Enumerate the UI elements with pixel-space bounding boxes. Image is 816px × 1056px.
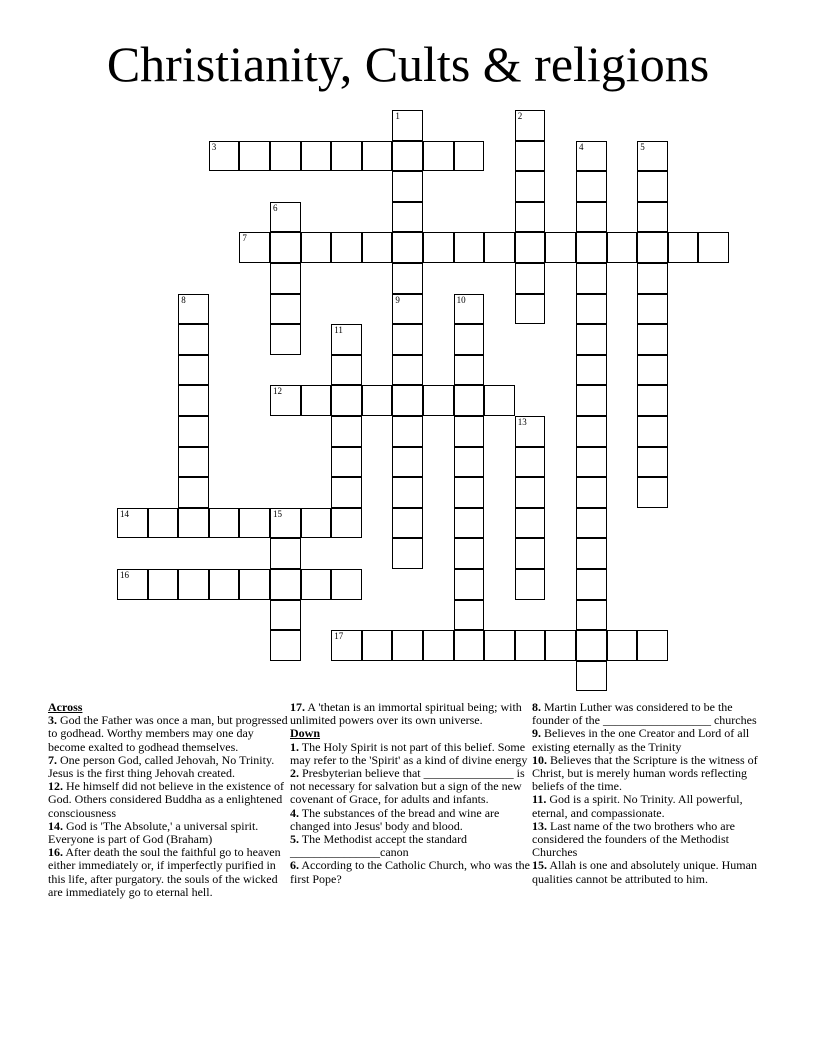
clue-number: 4 bbox=[579, 141, 584, 152]
grid-cell[interactable] bbox=[576, 447, 607, 478]
grid-cell[interactable] bbox=[392, 141, 423, 172]
grid-cell[interactable] bbox=[515, 569, 546, 600]
grid-cell[interactable] bbox=[239, 508, 270, 539]
grid-cell[interactable] bbox=[209, 569, 240, 600]
grid-cell[interactable] bbox=[637, 630, 668, 661]
grid-cell[interactable] bbox=[423, 630, 454, 661]
grid-cell[interactable] bbox=[637, 324, 668, 355]
grid-cell[interactable] bbox=[301, 141, 332, 172]
grid-cell[interactable] bbox=[331, 324, 362, 355]
grid-cell[interactable] bbox=[178, 324, 209, 355]
grid-cell[interactable] bbox=[454, 324, 485, 355]
grid-cell[interactable] bbox=[423, 232, 454, 263]
clue-number: 14 bbox=[120, 508, 129, 519]
grid-cell[interactable] bbox=[270, 294, 301, 325]
grid-cell[interactable] bbox=[515, 294, 546, 325]
grid-cell[interactable] bbox=[392, 355, 423, 386]
grid-cell[interactable] bbox=[637, 416, 668, 447]
grid-cell[interactable] bbox=[423, 385, 454, 416]
grid-cell[interactable] bbox=[515, 538, 546, 569]
grid-cell[interactable] bbox=[637, 294, 668, 325]
grid-cell[interactable] bbox=[270, 630, 301, 661]
grid-cell[interactable] bbox=[392, 294, 423, 325]
clue-down-13: 13. Last name of the two brothers who are considered the founders of the Methodist Churches bbox=[532, 818, 735, 860]
grid-cell[interactable] bbox=[454, 141, 485, 172]
grid-cell[interactable] bbox=[239, 232, 270, 263]
clue-number: 10 bbox=[456, 294, 466, 305]
clue-number: 12 bbox=[273, 386, 282, 397]
clue-down-8: 8. Martin Luther was considered to be the founder of the __________________ churches bbox=[532, 700, 757, 728]
grid-cell[interactable] bbox=[270, 232, 301, 263]
grid-cell[interactable] bbox=[148, 569, 179, 600]
grid-cell[interactable] bbox=[576, 202, 607, 233]
grid-cell[interactable] bbox=[576, 538, 607, 569]
grid-cell[interactable] bbox=[515, 447, 546, 478]
grid-cell[interactable] bbox=[484, 385, 515, 416]
clue-across-7: 7. One person God, called Jehovah, No Trinity. Jesus is the first thing Jehovah created. bbox=[48, 752, 275, 781]
grid-cell[interactable] bbox=[301, 232, 332, 263]
clue-down-11: 11. God is a spirit. No Trinity. All powerful, eternal, and compassionate. bbox=[532, 792, 743, 820]
clue-down-1: 1. The Holy Spirit is not part of this belief. Some may refer to the 'Spirit' as a kind of divine energy bbox=[290, 739, 528, 767]
grid-cell[interactable] bbox=[515, 263, 546, 294]
grid-cell[interactable] bbox=[117, 569, 148, 600]
grid-cell[interactable] bbox=[545, 630, 576, 661]
clue-number: 3 bbox=[211, 141, 217, 152]
grid-cell[interactable] bbox=[209, 141, 240, 172]
grid-cell[interactable] bbox=[698, 232, 729, 263]
grid-cell[interactable] bbox=[270, 600, 301, 631]
grid-cell[interactable] bbox=[270, 538, 301, 569]
grid-cell[interactable] bbox=[515, 171, 546, 202]
clue-down-6: 6. According to the Catholic Church, who was the first Pope? bbox=[290, 858, 530, 886]
grid-cell[interactable] bbox=[392, 202, 423, 233]
grid-cell[interactable] bbox=[362, 630, 393, 661]
grid-cell[interactable] bbox=[576, 630, 607, 661]
grid-cell[interactable] bbox=[454, 447, 485, 478]
grid-cell[interactable] bbox=[362, 385, 393, 416]
grid-cell[interactable] bbox=[637, 202, 668, 233]
clue-number: 13 bbox=[517, 417, 527, 427]
grid-cell[interactable] bbox=[576, 294, 607, 325]
grid-cell[interactable] bbox=[178, 508, 209, 539]
grid-cell[interactable] bbox=[545, 232, 576, 263]
clue-number: 11 bbox=[334, 325, 343, 336]
down-heading: Down bbox=[290, 726, 321, 741]
clue-column-2 bbox=[290, 701, 530, 886]
clue-number: 9 bbox=[395, 294, 400, 305]
grid-cell[interactable] bbox=[637, 263, 668, 294]
grid-cell[interactable] bbox=[454, 355, 485, 386]
grid-cell[interactable] bbox=[301, 508, 332, 539]
grid-cell[interactable] bbox=[178, 355, 209, 386]
grid-cell[interactable] bbox=[637, 141, 668, 172]
grid-cell[interactable] bbox=[178, 447, 209, 478]
grid-cell[interactable] bbox=[576, 569, 607, 600]
grid-cell[interactable] bbox=[270, 324, 301, 355]
grid-cell[interactable] bbox=[178, 477, 209, 508]
grid-cell[interactable] bbox=[454, 294, 485, 325]
clue-number: 16 bbox=[120, 570, 129, 580]
grid-cell[interactable] bbox=[270, 569, 301, 600]
grid-cell[interactable] bbox=[607, 232, 638, 263]
clue-down-10: 10. Believes that the Scripture is the witness of Christ, but is merely human words reflecting beliefs of the time. bbox=[532, 752, 758, 794]
grid-cell[interactable] bbox=[576, 416, 607, 447]
grid-cell[interactable] bbox=[178, 294, 209, 325]
grid-cell[interactable] bbox=[484, 630, 515, 661]
grid-cell[interactable] bbox=[362, 141, 393, 172]
clue-down-5: 5. The Methodist accept the standard _______________canon bbox=[290, 832, 468, 860]
grid-cell[interactable] bbox=[331, 477, 362, 508]
grid-cell[interactable] bbox=[454, 630, 485, 661]
clue-number: 2 bbox=[517, 111, 523, 121]
grid-cell[interactable] bbox=[331, 385, 362, 416]
grid-cell[interactable] bbox=[454, 232, 485, 263]
grid-cell[interactable] bbox=[576, 232, 607, 263]
grid-cell[interactable] bbox=[392, 324, 423, 355]
grid-cell[interactable] bbox=[362, 232, 393, 263]
grid-cell[interactable] bbox=[515, 110, 546, 141]
across-heading: Across bbox=[48, 700, 83, 714]
grid-cell[interactable] bbox=[392, 447, 423, 478]
grid-cell[interactable] bbox=[454, 385, 485, 416]
grid-cell[interactable] bbox=[515, 630, 546, 661]
grid-cell[interactable] bbox=[270, 263, 301, 294]
grid-cell[interactable] bbox=[392, 538, 423, 569]
grid-cell[interactable] bbox=[392, 508, 423, 539]
clue-down-9: 9. Believes in the one Creator and Lord of all existing eternally as the Trinity bbox=[532, 726, 750, 754]
grid-cell[interactable] bbox=[607, 630, 638, 661]
grid-cell[interactable] bbox=[392, 385, 423, 416]
grid-cell[interactable] bbox=[576, 141, 607, 172]
grid-cell[interactable] bbox=[270, 141, 301, 172]
grid-cell[interactable] bbox=[484, 232, 515, 263]
grid-cell[interactable] bbox=[668, 232, 699, 263]
grid-cell[interactable] bbox=[454, 508, 485, 539]
grid-cell[interactable] bbox=[331, 630, 362, 661]
grid-cell[interactable] bbox=[392, 630, 423, 661]
grid-cell[interactable] bbox=[454, 600, 485, 631]
grid-cell[interactable] bbox=[301, 569, 332, 600]
grid-cell[interactable] bbox=[331, 141, 362, 172]
grid-cell[interactable] bbox=[515, 141, 546, 172]
grid-cell[interactable] bbox=[392, 477, 423, 508]
grid-cell[interactable] bbox=[515, 416, 546, 447]
clue-down-4: 4. The substances of the bread and wine are changed into Jesus' body and blood. bbox=[290, 805, 500, 833]
clue-down-15: 15. Allah is one and absolutely unique. Human qualities cannot be attributed to him. bbox=[532, 858, 757, 886]
grid-cell[interactable] bbox=[270, 202, 301, 233]
grid-cell[interactable] bbox=[576, 171, 607, 202]
grid-cell[interactable] bbox=[392, 110, 423, 141]
grid-cell[interactable] bbox=[576, 477, 607, 508]
grid-cell[interactable] bbox=[239, 141, 270, 172]
grid-cell[interactable] bbox=[239, 569, 270, 600]
grid-cell[interactable] bbox=[576, 385, 607, 416]
grid-cell[interactable] bbox=[423, 141, 454, 172]
grid-cell[interactable] bbox=[454, 416, 485, 447]
grid-cell[interactable] bbox=[637, 447, 668, 478]
grid-cell[interactable] bbox=[576, 508, 607, 539]
grid-cell[interactable] bbox=[392, 171, 423, 202]
clue-across-17: 17. A 'thetan is an immortal spiritual being; with unlimited powers over its own universe. bbox=[290, 700, 522, 728]
grid-cell[interactable] bbox=[392, 416, 423, 447]
grid-cell[interactable] bbox=[178, 569, 209, 600]
page-title: Christianity, Cults & religions bbox=[106, 36, 710, 92]
grid-cell[interactable] bbox=[637, 171, 668, 202]
clue-number: 6 bbox=[273, 202, 278, 213]
grid-cell[interactable] bbox=[331, 416, 362, 447]
clue-down-2: 2. Presbyterian believe that _______________ is not necessary for salvation but a sign of the new covenant of Grace, for adults and infants. bbox=[290, 766, 525, 807]
grid-cell[interactable] bbox=[392, 232, 423, 263]
grid-cell[interactable] bbox=[454, 538, 485, 569]
grid-cell[interactable] bbox=[576, 263, 607, 294]
grid-cell[interactable] bbox=[454, 569, 485, 600]
grid-cell[interactable] bbox=[515, 477, 546, 508]
grid-cell[interactable] bbox=[637, 385, 668, 416]
clue-across-16: 16. After death the soul the faithful go to heaven either immediately or, if imperfectly purified in this life, after purgatory. the souls of the wicked are immediately go to eternal hell. bbox=[48, 845, 281, 899]
grid-cell[interactable] bbox=[270, 508, 301, 539]
grid-cell[interactable] bbox=[331, 355, 362, 386]
grid-cell[interactable] bbox=[331, 508, 362, 539]
grid-cell[interactable] bbox=[576, 661, 607, 692]
grid-cell[interactable] bbox=[576, 355, 607, 386]
clue-column-1 bbox=[48, 701, 288, 899]
grid-cell[interactable] bbox=[178, 385, 209, 416]
clue-number: 7 bbox=[242, 233, 247, 244]
clue-across-3: 3. God the Father was once a man, but progressed to godhead. Worthy members may one day become exalted to godhead themselves. bbox=[48, 713, 288, 754]
clue-number: 17 bbox=[334, 631, 344, 642]
grid-cell[interactable] bbox=[576, 324, 607, 355]
grid-cell[interactable] bbox=[637, 355, 668, 386]
clue-number: 15 bbox=[273, 508, 282, 519]
grid-cell[interactable] bbox=[392, 263, 423, 294]
grid-cell[interactable] bbox=[331, 447, 362, 478]
grid-cell[interactable] bbox=[270, 385, 301, 416]
clue-column-3 bbox=[532, 701, 772, 886]
clue-number: 8 bbox=[181, 294, 186, 305]
grid-cell[interactable] bbox=[301, 385, 332, 416]
grid-cell[interactable] bbox=[209, 508, 240, 539]
grid-cell[interactable] bbox=[515, 232, 546, 263]
grid-cell[interactable] bbox=[148, 508, 179, 539]
grid-cell[interactable] bbox=[117, 508, 148, 539]
grid-cell[interactable] bbox=[637, 232, 668, 263]
grid-cell[interactable] bbox=[515, 508, 546, 539]
grid-cell[interactable] bbox=[637, 477, 668, 508]
grid-cell[interactable] bbox=[331, 232, 362, 263]
grid-cell[interactable] bbox=[576, 600, 607, 631]
grid-cell[interactable] bbox=[515, 202, 546, 233]
grid-cell[interactable] bbox=[454, 477, 485, 508]
clue-across-14: 14. God is 'The Absolute,' a universal spirit. Everyone is part of God (Braham) bbox=[48, 818, 259, 847]
clue-number: 1 bbox=[395, 111, 400, 121]
grid-cell[interactable] bbox=[331, 569, 362, 600]
clue-across-12: 12. He himself did not believe in the existence of God. Others considered Buddha as a enlightened consciousness bbox=[48, 779, 284, 820]
grid-cell[interactable] bbox=[178, 416, 209, 447]
clue-number: 5 bbox=[640, 141, 645, 152]
